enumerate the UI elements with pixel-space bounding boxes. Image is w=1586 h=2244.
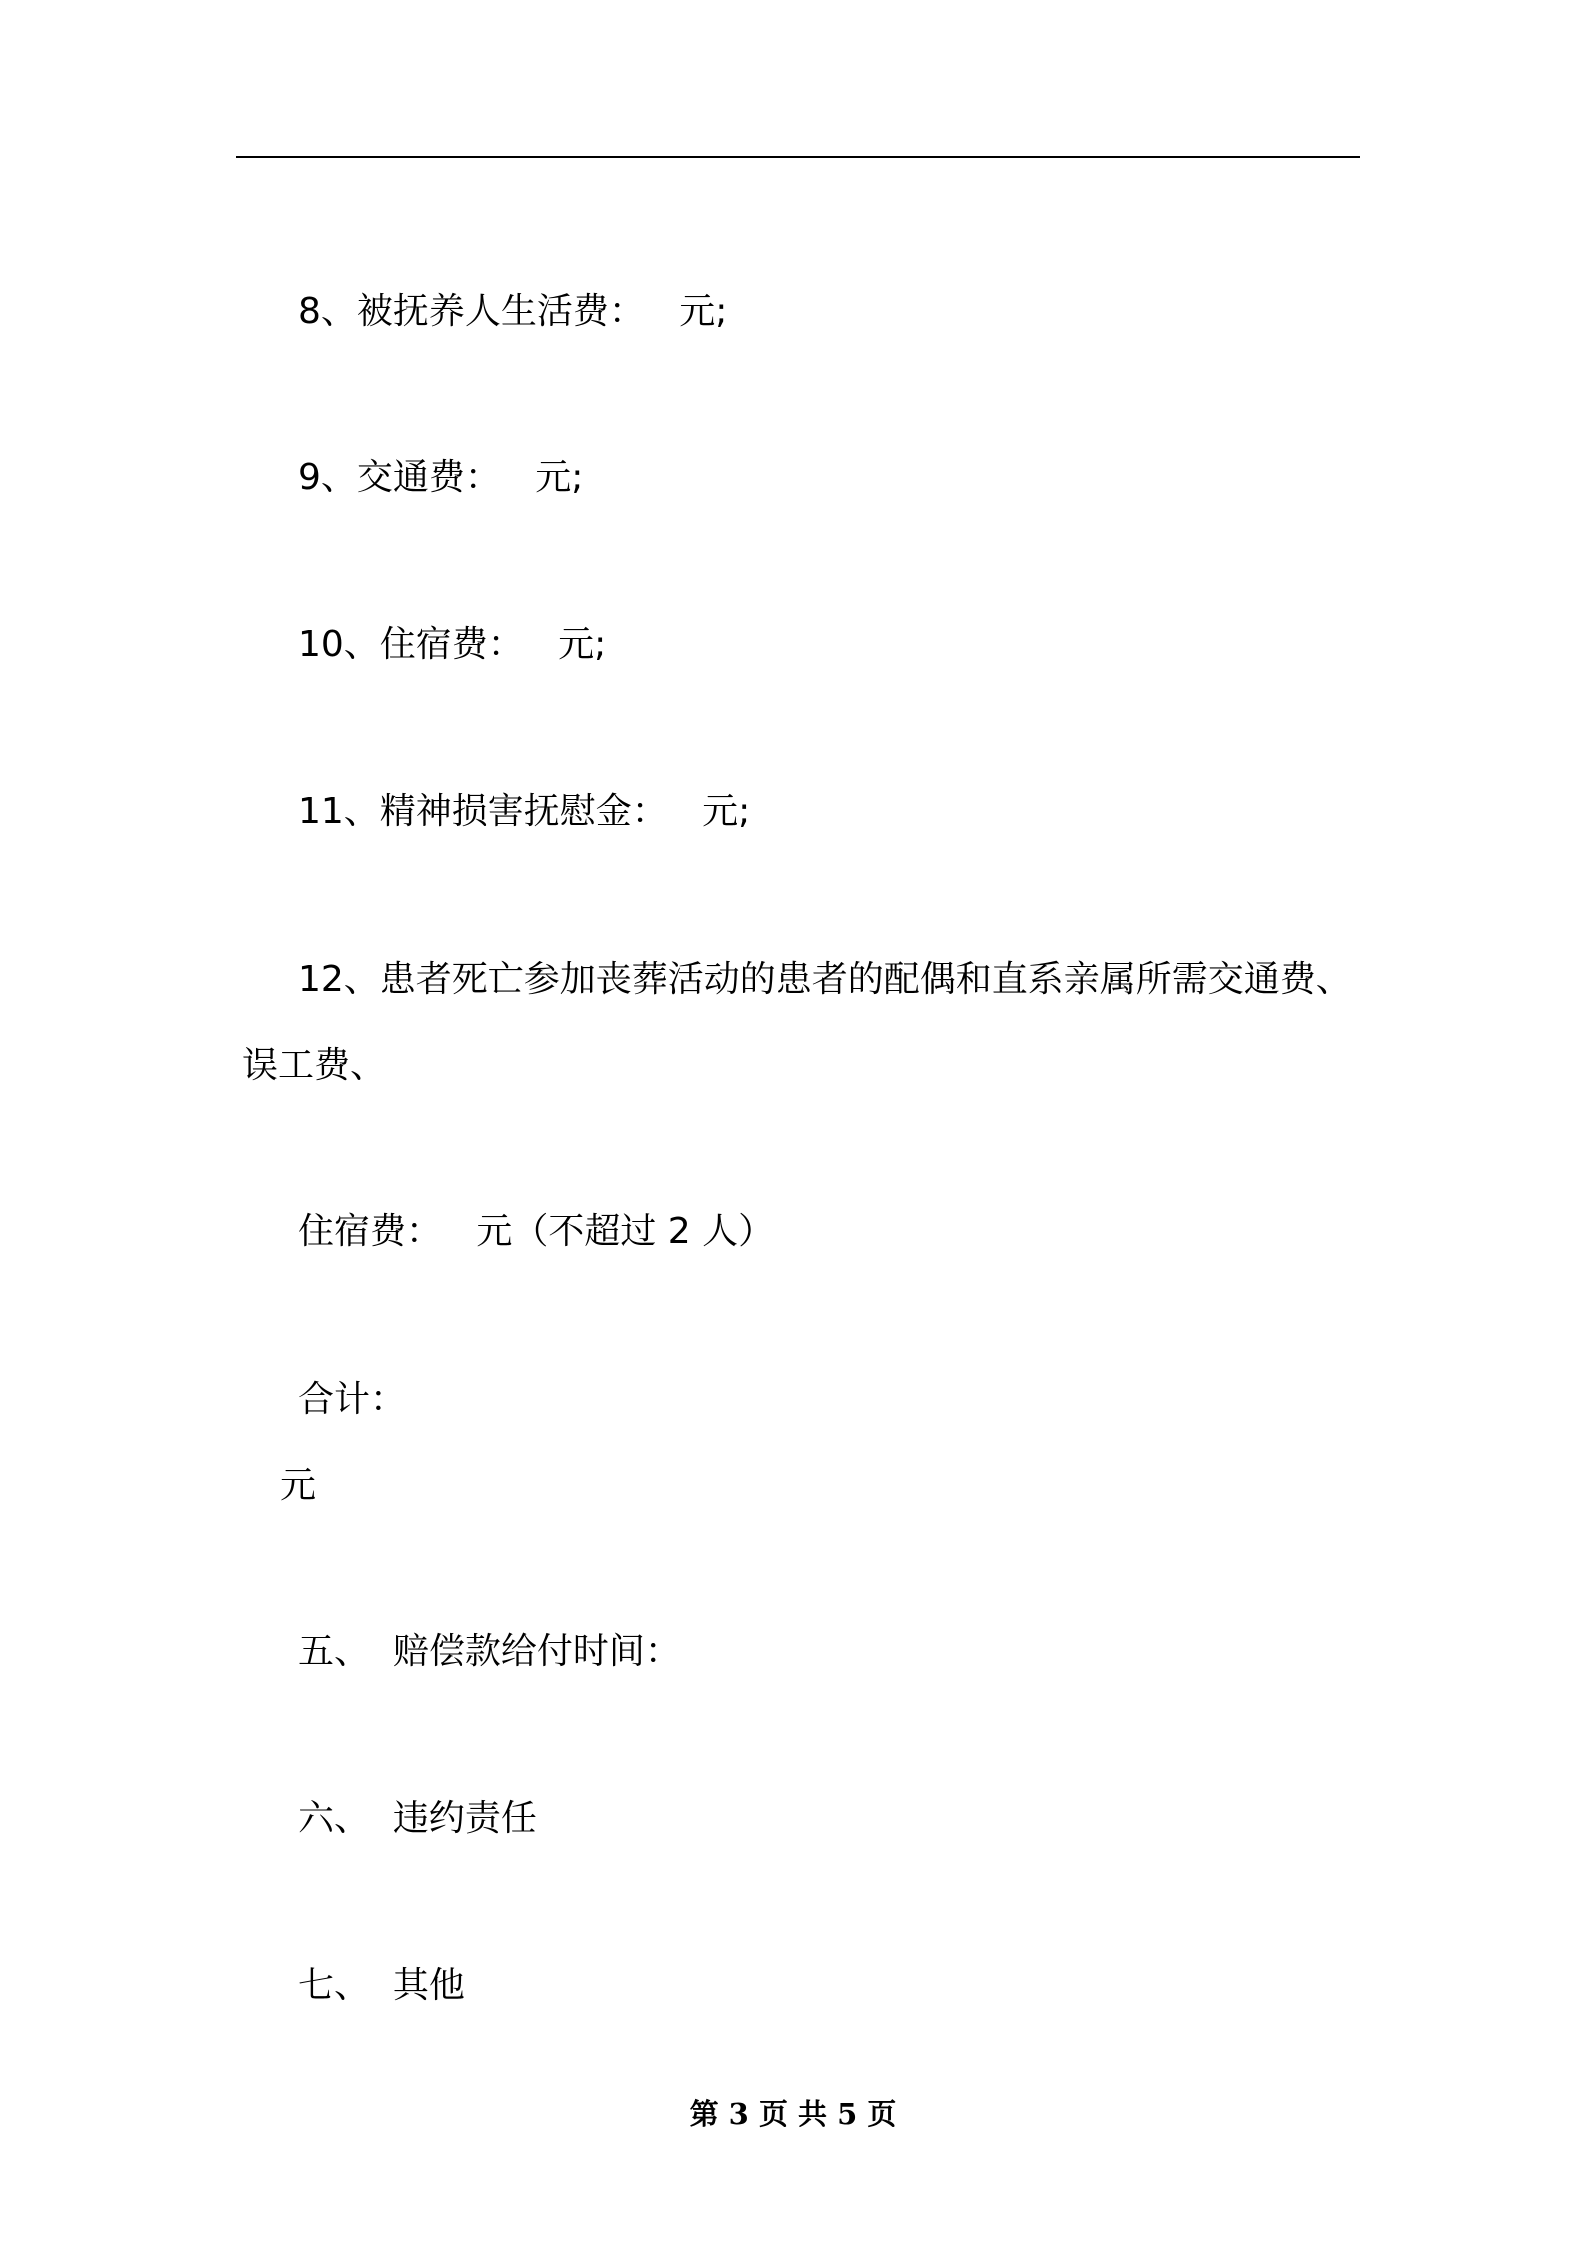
item-11-mental-damage-compensation: 11、精神损害抚慰金： 元; — [298, 791, 751, 832]
page-number-footer: 第 3 页 共 5 页 — [689, 2097, 897, 2131]
item-12-line-3: 住宿费： 元（不超过 2 人） — [298, 1211, 775, 1252]
item-12-line-2: 误工费、 — [242, 1045, 387, 1086]
total-unit: 元 — [280, 1465, 317, 1506]
item-10-accommodation-fee: 10、住宿费： 元; — [298, 624, 607, 665]
item-9-transportation-fee: 9、交通费： 元; — [298, 457, 584, 498]
item-8-dependent-living-expenses: 8、被抚养人生活费： 元; — [298, 291, 728, 332]
section-7-other: 七、 其他 — [298, 1965, 465, 2006]
total-label: 合计： — [298, 1379, 407, 1420]
header-rule — [236, 156, 1360, 158]
section-5-payment-time: 五、 赔偿款给付时间： — [298, 1631, 681, 1672]
item-12-line-1: 12、患者死亡参加丧葬活动的患者的配偶和直系亲属所需交通费、 — [298, 959, 1352, 1000]
section-6-liability-for-breach: 六、 违约责任 — [298, 1798, 537, 1839]
